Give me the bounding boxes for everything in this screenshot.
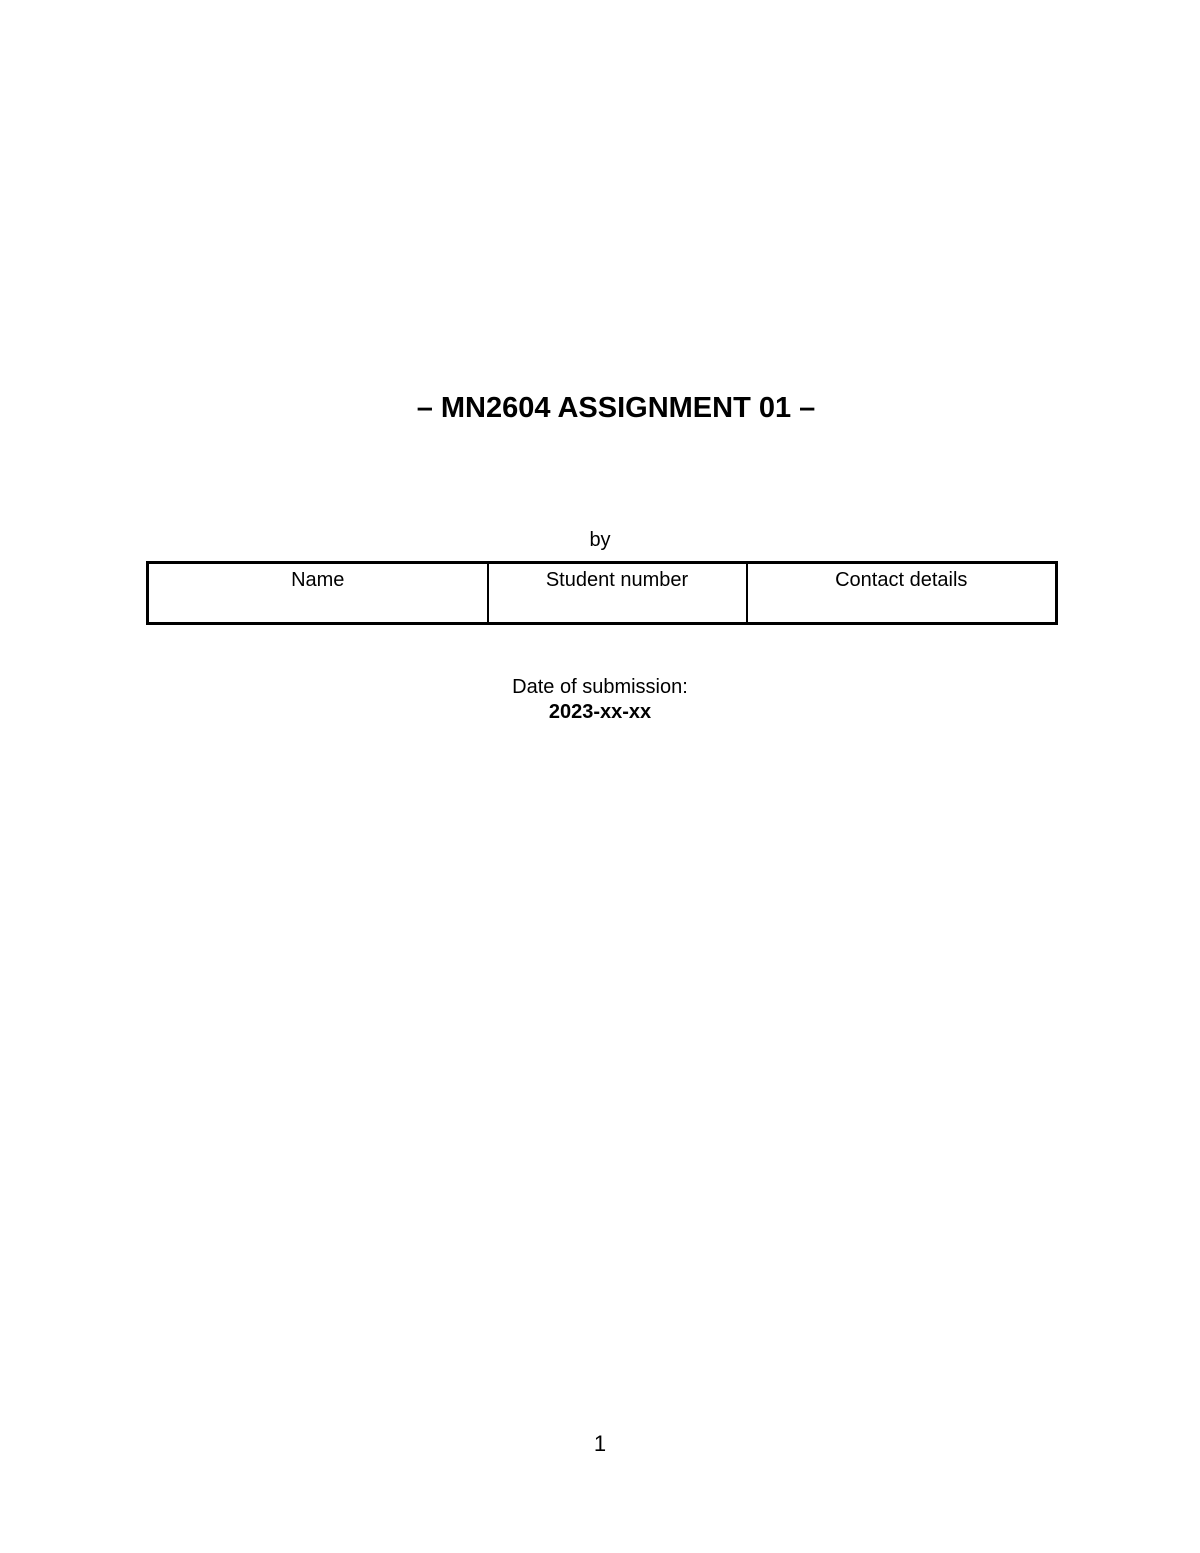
submission-date-value: 2023-xx-xx (548, 701, 652, 723)
column-header-name: Name (291, 569, 345, 591)
by-label: by (589, 529, 611, 551)
table-header-row (148, 563, 1057, 624)
document-title: – MN2604 ASSIGNMENT 01 – (416, 392, 816, 424)
page-number: 1 (593, 1431, 607, 1456)
column-header-student-number: Student number (488, 563, 747, 624)
column-header-contact-details: Contact details (747, 563, 1057, 624)
author-details-table (146, 561, 1058, 625)
submission-date-label: Date of submission: (512, 676, 688, 698)
